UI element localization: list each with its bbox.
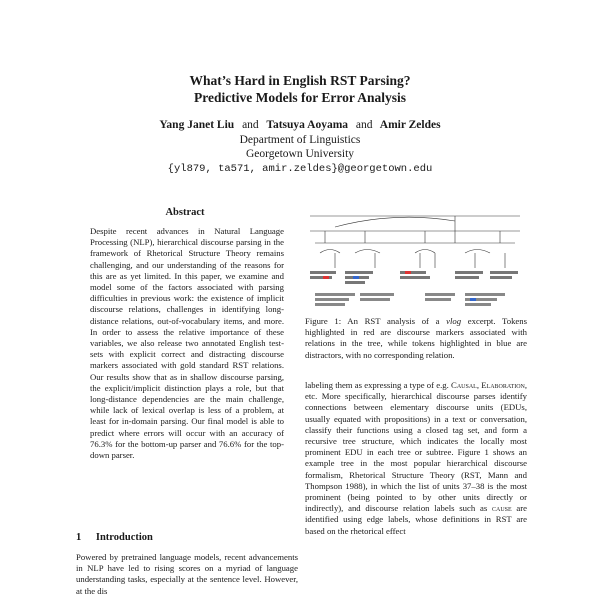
tree-arc [465, 250, 490, 254]
edu-text-block [425, 298, 451, 301]
author-names [0, 118, 600, 133]
author-2: Tatsuya Aoyama [266, 119, 349, 131]
author-emails: {yl879, ta571, amir.zeldes}@georgetown.edu [167, 162, 433, 175]
author-and-1: and [242, 119, 259, 131]
department: Department of Linguistics [239, 133, 361, 146]
right-comma: , [476, 380, 479, 390]
edu-text-block [315, 298, 349, 301]
distractor-highlight [470, 298, 476, 301]
intro-section-number: 1 [76, 532, 82, 543]
edu-text-block [465, 303, 491, 306]
author-block [0, 118, 600, 176]
intro-section-title: Introduction [95, 532, 153, 543]
rst-tree-diagram [305, 213, 525, 313]
right-text-part-2: , etc. More specifically, hierarchical discourse parses identify connections between elementary discourse units (EDUs, usually equated with propositions) in a text or conversation, classify their functions using a closed tag set, and form a recursive tree structure, which indicates the locally most prominent EDU in each tree or subtree. Figure 1 shows an example tree in the most popular hierarchical discourse formalism, Rhetorical Structure Theory (RST, Mann and Thompson 1988), in which the list of units 37–38 is the most prominent (being pointed to by other units directly or indirectly), and discourse relation labels such as [305, 380, 528, 514]
edu-text-block [310, 271, 336, 274]
right-column-text [305, 380, 527, 537]
right-text-part-3: are identified using edge labels, whose definitions in RST are based on the rhetorical effect [305, 503, 528, 536]
author-1: Yang Janet Liu [159, 119, 235, 131]
title-line-1: What’s Hard in English RST Parsing? [189, 73, 411, 88]
relation-causal: Causal [451, 380, 477, 390]
author-and-2: and [355, 119, 373, 131]
discourse-marker-highlight [323, 276, 329, 279]
tree-arc [320, 250, 340, 254]
relation-elaboration: Elaboration [481, 380, 525, 390]
caption-rest: excerpt. Tokens highlighted in red are discourse markers associated with relations in the tree, while tokens highlighted in blue are distractors, with no corresponding relation. [305, 316, 527, 360]
caption-italic: vlog [446, 316, 462, 326]
paper-title [0, 72, 600, 106]
tree-arc [415, 250, 435, 254]
abstract-text: Despite recent advances in Natural Language Processing (NLP), hierarchical discourse parsing in the framework of Rhetorical Structure Theory remains challenging, and our understanding of the reasons for this are as yet limited. In this paper, we examine and model some of the factors associated with parsing difficulties in previous work: the existence of implicit discourse relations, challenges in identifying long-distance relations, out-of-vocabulary items, and more. In order to assess the relative importance of these variables, we also release two annotated English test-sets with explicit correct and distracting discourse markers associated with gold standard RST relations. Our results show that as in shallow discourse parsing, the explicit/implicit distinction plays a role, but that long-distance dependencies are the main challenge, while lack of lexical overlap is less of a problem, at least for in-domain parsing. Our final model is able to predict where errors will occur with an accuracy of 76.3% for the bottom-up parser and 76.6% for the top-down parser. [90, 226, 284, 461]
edu-text-block [345, 281, 365, 284]
edu-text-block [490, 276, 512, 279]
edu-text-block [360, 298, 390, 301]
edu-text-block [455, 271, 483, 274]
rst-tree-figure [305, 213, 525, 313]
edu-text-block [315, 293, 355, 296]
edu-text-block [400, 276, 430, 279]
figure-caption [305, 316, 527, 361]
edu-text-block [345, 271, 373, 274]
edu-text-block [465, 293, 505, 296]
intro-heading [76, 532, 153, 543]
author-3: Amir Zeldes [379, 119, 441, 131]
right-text-part-1: labeling them as expressing a type of e.g. [305, 380, 449, 390]
edu-text-block [425, 293, 455, 296]
tree-arc-long [335, 217, 455, 227]
edu-text-block [315, 303, 345, 306]
title-line-2: Predictive Models for Error Analysis [194, 90, 406, 105]
edu-text-block [490, 271, 518, 274]
caption-prefix: Figure 1: An RST analysis of a [305, 316, 440, 326]
edu-text-block [400, 271, 426, 274]
relation-cause: cause [491, 503, 512, 514]
edu-text-block [455, 276, 479, 279]
edu-text-block [465, 298, 497, 301]
discourse-marker-highlight [405, 271, 411, 274]
edu-text-block [360, 293, 394, 296]
distractor-highlight [353, 276, 359, 279]
tree-arc [355, 250, 380, 254]
university: Georgetown University [245, 148, 355, 160]
abstract-heading: Abstract [165, 207, 205, 218]
intro-text: Powered by pretrained language models, recent advancements in NLP have led to rising scores on a myriad of language understanding tasks, especially at the sentence level. However, at the dis [76, 552, 298, 596]
